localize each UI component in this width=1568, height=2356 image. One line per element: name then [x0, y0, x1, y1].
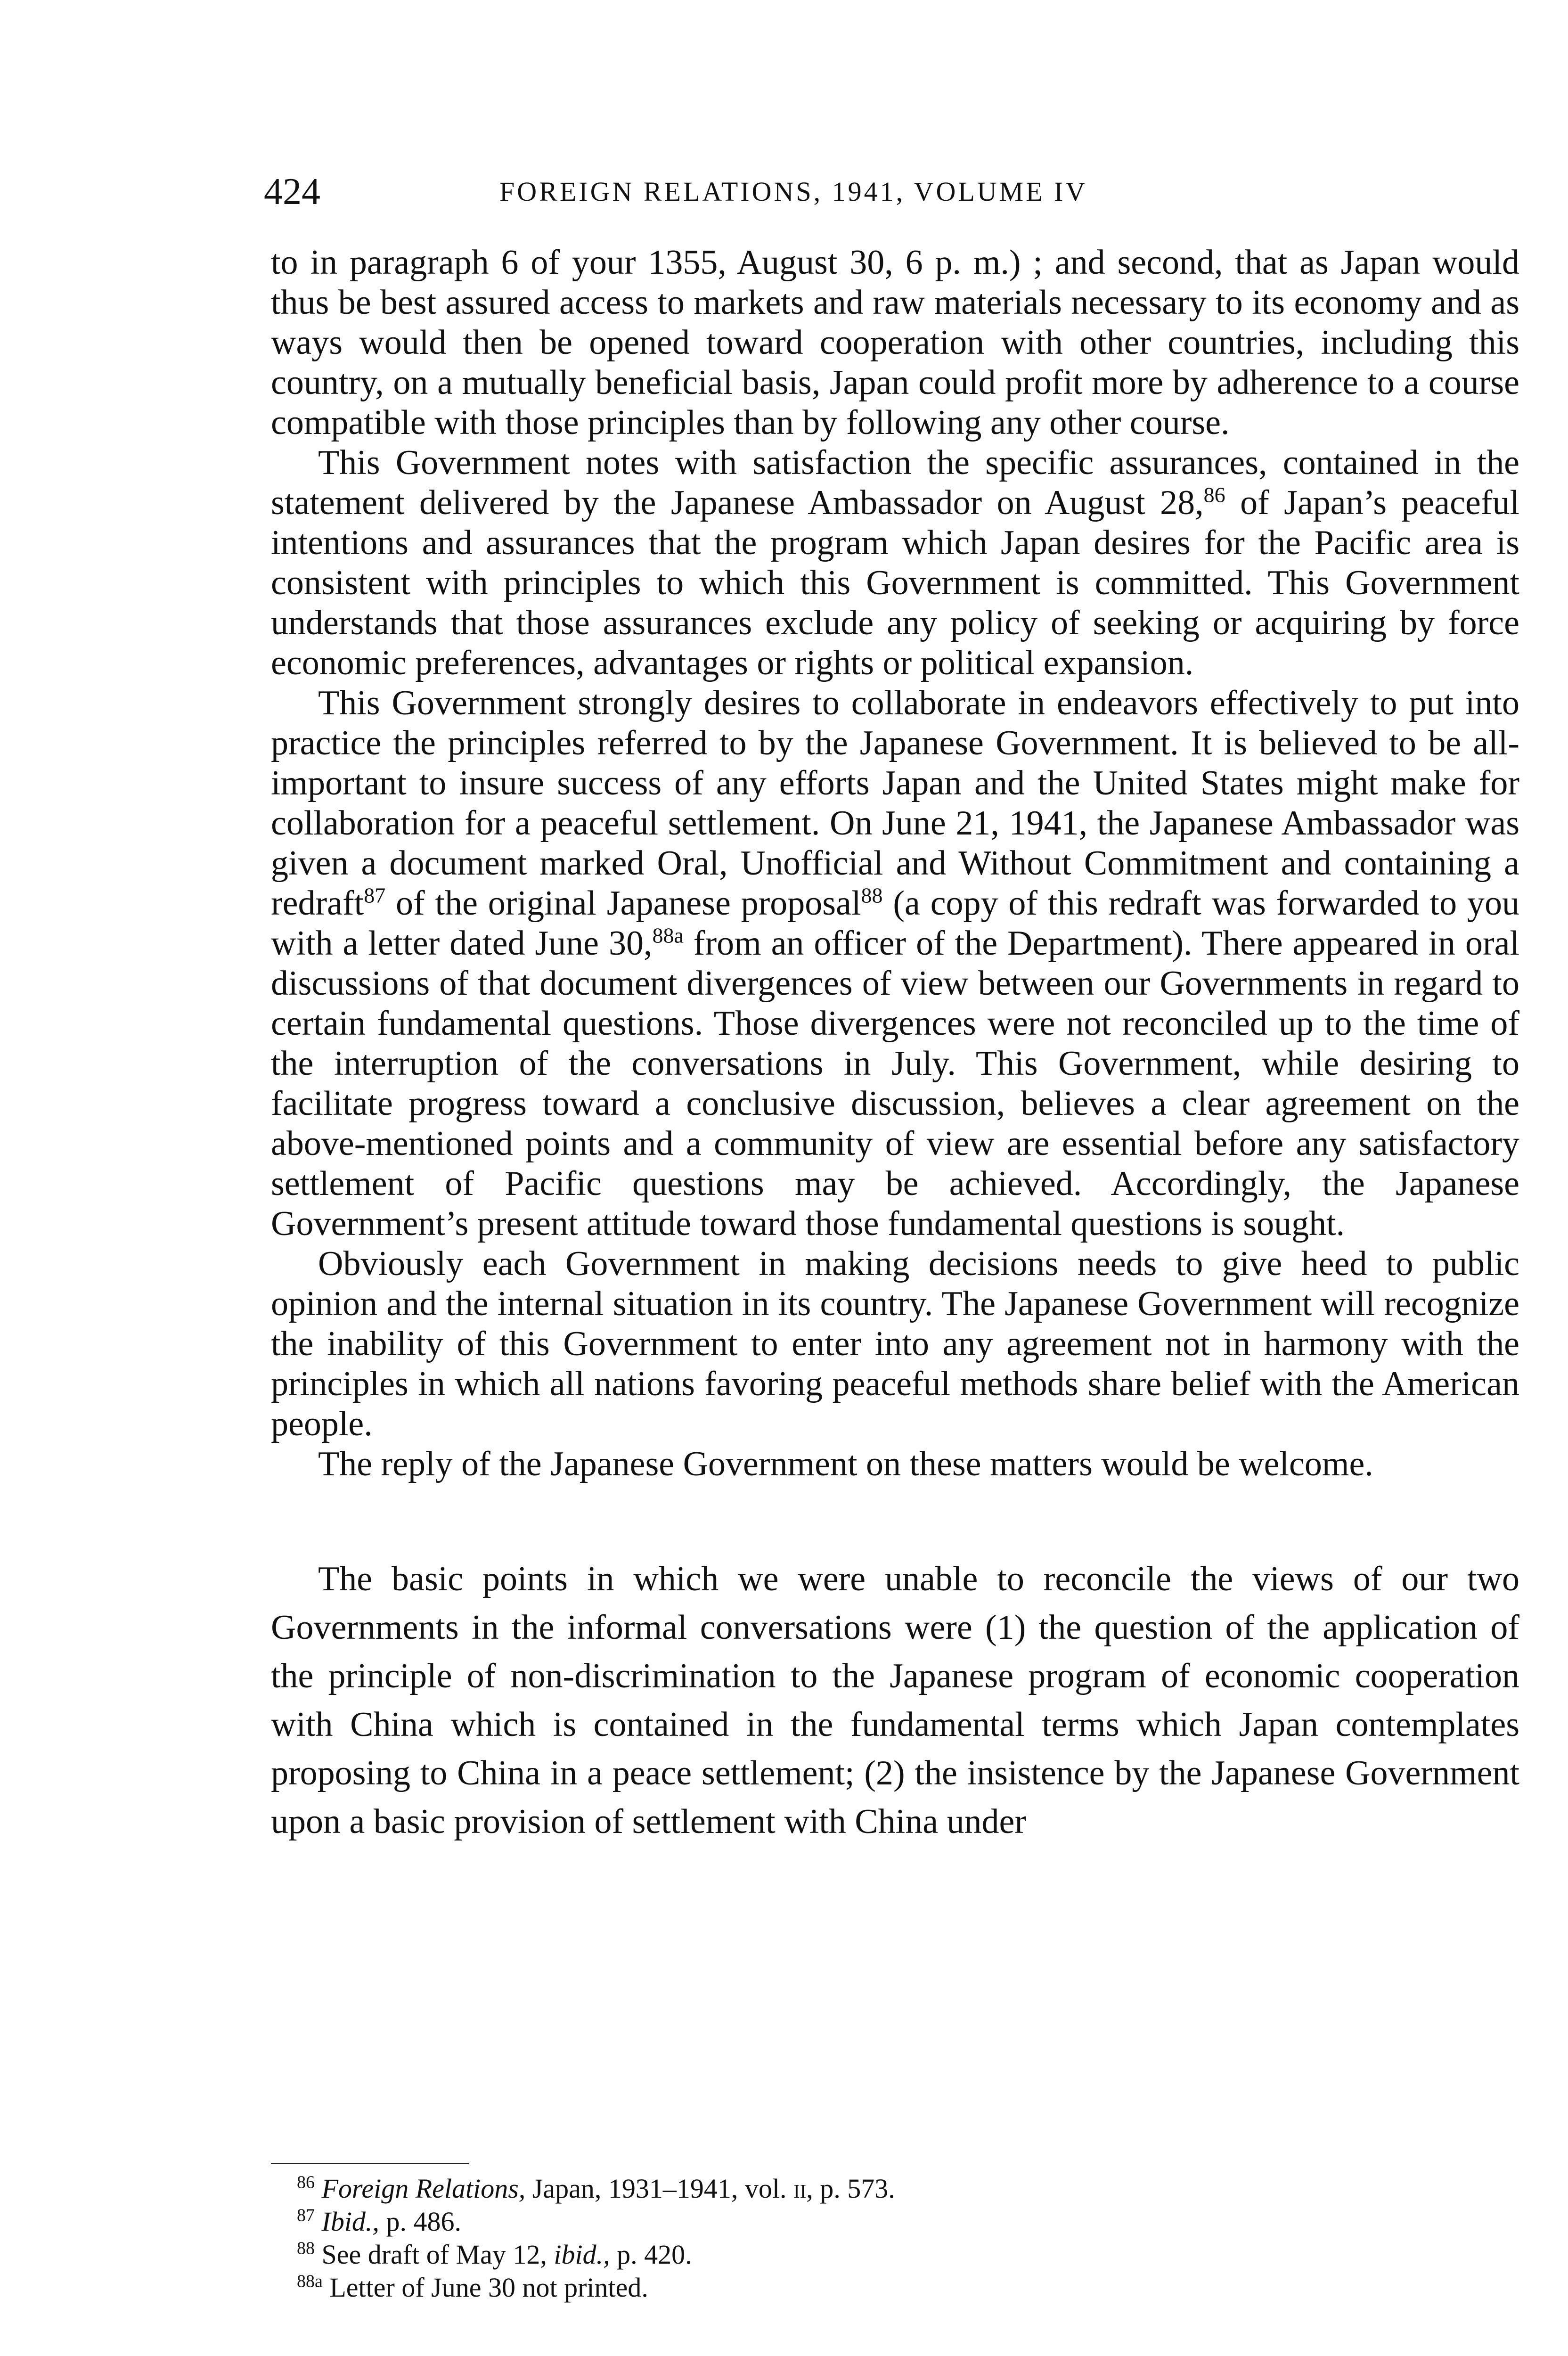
footnote-87 [297, 2205, 1051, 2238]
footnotes [297, 2172, 1051, 2304]
quote-paragraph-3 [271, 683, 1519, 1244]
quote-paragraph-3-text-b: of the original Japanese proposal [385, 884, 861, 923]
quote-paragraph-3-text-d: from an officer of the Department). There appeared in oral discussions of that document divergences of view between our Governments in regard to certain fundamental questions. Those divergences were not reconciled up to the time of the interruption of the conversations in July. This Government, while desiring to facilitate progress toward a conclusive discussion, believes a clear agreement on the above-mentioned points and a community of view are essential before any satisfactory settlement of Pacific questions may be achieved. Accordingly, the Japanese Government’s present attitude toward those fundamental questions is sought. [271, 924, 1519, 1243]
footnote-prefix: See draft of May 12, [321, 2239, 554, 2270]
footnote-text: Letter of June 30 not printed. [329, 2272, 648, 2303]
quote-paragraph-2-text-a: This Government notes with satisfaction the specific assurances, contained in the statement delivered by the Japanese Ambassador on August 28, [271, 443, 1519, 522]
footnote-volume: ii [793, 2173, 807, 2204]
quote-paragraph-3-text-c: (a copy of this redraft was forwarded to you with a letter dated June 30, [271, 884, 1519, 963]
quote-paragraph-1: to in paragraph 6 of your 1355, August 30, 6 p. m.) ; and second, that as Japan would thus be best assured access to markets and raw materials necessary to its economy and as ways would then be opened toward cooperation with other countries, including this country, on a mutually beneficial basis, Japan could profit more by adherence to a course compatible with those principles than by following any other course. [271, 243, 1519, 442]
footnote-mark: 88a [297, 2271, 323, 2291]
footnote-mark: 87 [297, 2205, 315, 2225]
page-number: 424 [264, 171, 320, 213]
footnote-ref-88a[interactable]: 88a [652, 923, 684, 948]
footnote-mark: 88 [297, 2238, 315, 2258]
footnote-divider [271, 2163, 469, 2164]
footnote-ref-88[interactable]: 88 [861, 883, 883, 908]
footnote-title: Foreign Relations, [321, 2173, 526, 2204]
quote-paragraph-5: The reply of the Japanese Government on these matters would be welcome. [318, 1445, 1373, 1483]
body-paragraph-1: The basic points in which we were unable to reconcile the views of our two Governments in the informal conversations were (1) the question of the application of the principle of non-discrimination to the Japanese program of economic cooperation with China which is contained in the fundamental terms which Japan contemplates proposing to China in a peace settlement; (2) the insistence by the Japanese Government upon a basic provision of settlement with China under [271, 1560, 1519, 1841]
footnote-text: p. 420. [610, 2239, 692, 2270]
footnote-tail: , p. 573. [806, 2173, 895, 2204]
quoted-statement [271, 243, 1519, 1484]
footnote-text: p. 486. [379, 2206, 461, 2237]
footnote-title: Ibid., [321, 2206, 379, 2237]
quote-paragraph-2-text-b: of Japan’s peaceful intentions and assurances that the program which Japan desires for the Pacific area is consistent with principles to which this Government is committed. This Government understands that those assurances exclude any policy of seeking or acquiring by force economic preferences, advantages or rights or political expansion. [271, 483, 1519, 682]
footnote-86 [297, 2172, 1051, 2205]
footnote-ref-87[interactable]: 87 [364, 883, 386, 908]
footnote-ref-86[interactable]: 86 [1203, 483, 1225, 507]
quote-paragraph-2 [271, 443, 1519, 683]
footnote-title: ibid., [554, 2239, 610, 2270]
footnote-text: Japan, 1931–1941, vol. [525, 2173, 793, 2204]
footnote-mark: 86 [297, 2172, 315, 2192]
page-header [264, 166, 1527, 218]
running-title: FOREIGN RELATIONS, 1941, VOLUME IV [499, 176, 1088, 207]
quote-paragraph-3-text-a: This Government strongly desires to collaborate in endeavors effectively to put into practice the principles referred to by the Japanese Government. It is believed to be all-important to insure success of any efforts Japan and the United States might make for collaboration for a peaceful settlement. On June 21, 1941, the Japanese Ambassador was given a document marked Oral, Unofficial and Without Commitment and containing a redraft [271, 684, 1519, 923]
footnote-88a [297, 2271, 1051, 2304]
body-text [271, 1555, 1519, 1846]
footnote-88 [297, 2238, 1051, 2271]
quote-paragraph-4: Obviously each Government in making decisions needs to give heed to public opinion and the internal situation in its country. The Japanese Government will recognize the inability of this Government to enter into any agreement not in harmony with the principles in which all nations favoring peaceful methods share belief with the American people. [271, 1244, 1519, 1443]
